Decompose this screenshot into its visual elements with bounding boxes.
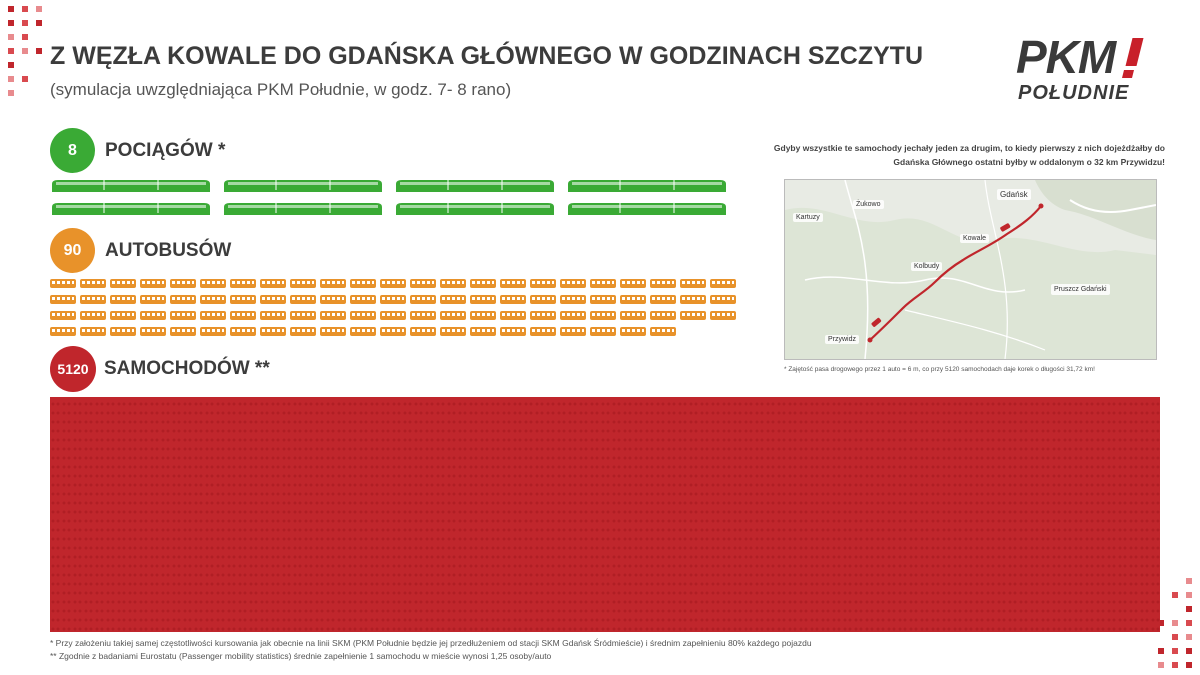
page-title: Z WĘZŁA KOWALE DO GDAŃSKA GŁÓWNEGO W GODZINACH SZCZYTU [50,42,924,70]
bus-icon [350,279,376,288]
cars-count: 5120 [57,361,89,377]
buses-count: 90 [63,242,82,259]
logo-accent-dot [1122,70,1134,78]
bus-icon [140,311,166,320]
bus-icon [200,295,226,304]
decorative-pixel [1172,620,1178,626]
logo-accent [1126,38,1144,66]
bus-icon [260,311,286,320]
bus-icon [80,279,106,288]
bus-icon [80,295,106,304]
bus-icon [680,295,706,304]
bus-icon [80,311,106,320]
bus-icon [710,279,736,288]
bus-icon [260,327,286,336]
train-icon [50,179,212,192]
bus-icon [560,279,586,288]
decorative-pixel [1186,662,1192,668]
bus-icon [260,295,286,304]
bus-icon [500,327,526,336]
decorative-pixel [1172,592,1178,598]
bus-icon [350,311,376,320]
buses-icon-grid [50,279,740,343]
bus-icon [500,279,526,288]
map-label-kowale: Kowale [960,234,989,243]
train-icon [394,202,556,215]
bus-icon [530,295,556,304]
bus-icon [470,327,496,336]
footnote-cars: ** Zgodnie z badaniami Eurostatu (Passenger mobility statistics) średnie zapełnienie 1 samochodu w mieście wynosi 1,25 osoby/auto [50,651,552,661]
bus-icon [320,279,346,288]
decorative-pixel [22,34,28,40]
decorative-pixel [36,48,42,54]
bus-icon [680,279,706,288]
bus-icon [380,295,406,304]
bus-icon [290,311,316,320]
bus-icon [650,327,676,336]
map-caption: Gdyby wszystkie te samochody jechały jeden za drugim, to kiedy pierwszy z nich dojeżdżałby do Gdańska Głównego ostatni byłby w oddalonym o 32 km Przywidzu! [773,143,1165,167]
decorative-pixel [1172,634,1178,640]
bus-icon [110,311,136,320]
decorative-pixel [1186,592,1192,598]
bus-icon [230,311,256,320]
bus-icon [620,327,646,336]
bus-icon [320,327,346,336]
bus-icon [620,279,646,288]
decorative-pixel [22,48,28,54]
train-icon [222,179,384,192]
bus-icon [230,327,256,336]
decorative-pixel [36,6,42,12]
decorative-pixel [8,20,14,26]
bus-icon [230,279,256,288]
bus-icon [80,327,106,336]
bus-icon [650,279,676,288]
bus-icon [470,295,496,304]
decorative-pixel [1172,662,1178,668]
pkm-logo [1016,31,1166,106]
bus-icon [170,295,196,304]
bus-icon [140,295,166,304]
map-footnote: * Zajętość pasa drogowego przez 1 auto = 6 m, co przy 5120 samochodach daje korek o długości 31,72 km! [784,366,1095,373]
bus-icon [590,279,616,288]
decorative-pixel [8,34,14,40]
bus-icon [200,327,226,336]
bus-icon [290,295,316,304]
bus-icon [560,327,586,336]
bus-icon [230,295,256,304]
bus-icon [530,327,556,336]
train-icon [394,179,556,192]
bus-icon [440,295,466,304]
bus-icon [650,295,676,304]
bus-icon [260,279,286,288]
bus-icon [50,295,76,304]
cars-count-badge [50,346,96,392]
bus-icon [140,327,166,336]
bus-icon [200,311,226,320]
bus-icon [320,295,346,304]
decorative-pixel [1158,648,1164,654]
buses-count-badge [50,228,95,273]
bus-icon [710,311,736,320]
bus-icon [620,295,646,304]
bus-icon [470,279,496,288]
map-label-przywidz: Przywidz [825,335,859,344]
bus-icon [290,327,316,336]
bus-icon [440,327,466,336]
map-label-zukowo: Żukowo [853,200,884,209]
decorative-pixel [8,6,14,12]
bus-icon [380,279,406,288]
decorative-pixel [36,20,42,26]
bus-icon [440,311,466,320]
bus-icon [590,295,616,304]
decorative-pixel [22,6,28,12]
map-label-kartuzy: Kartuzy [793,213,823,222]
bus-icon [350,327,376,336]
cars-icon-grid [50,397,1160,632]
decorative-pixel [8,62,14,68]
bus-icon [50,279,76,288]
decorative-pixel [22,76,28,82]
train-icon [566,179,728,192]
train-icon [566,202,728,215]
decorative-pixel [1186,578,1192,584]
bus-icon [380,311,406,320]
footnote-trains: * Przy założeniu takiej samej częstotliwości kursowania jak obecnie na linii SKM (PKM Południe będzie jej przedłużeniem od stacji SKM Gdańsk Śródmieście) i średnim zapełnieniu 80% każdego pojazdu [50,638,812,648]
decorative-pixel [1186,648,1192,654]
cars-label: SAMOCHODÓW ** [104,358,270,379]
trains-count: 8 [68,142,77,159]
decorative-pixel [1186,606,1192,612]
route-map [784,179,1157,360]
decorative-pixel [1158,662,1164,668]
trains-icon-grid [50,179,750,225]
bus-icon [410,295,436,304]
decorative-pixel [8,48,14,54]
bus-icon [710,295,736,304]
bus-icon [650,311,676,320]
decorative-pixel [8,76,14,82]
logo-subtext: POŁUDNIE [1018,82,1130,104]
trains-label: POCIĄGÓW * [105,140,226,161]
bus-icon [170,311,196,320]
decorative-pixel [1172,648,1178,654]
bus-icon [140,279,166,288]
bus-icon [500,295,526,304]
bus-icon [50,311,76,320]
map-label-gdansk: Gdańsk [997,189,1031,200]
logo-text: PKM [1016,31,1116,83]
bus-icon [590,327,616,336]
bus-icon [50,327,76,336]
bus-icon [290,279,316,288]
map-graphic [785,180,1156,359]
bus-icon [350,295,376,304]
bus-icon [110,327,136,336]
bus-icon [470,311,496,320]
map-label-pruszcz: Pruszcz Gdański [1051,284,1110,295]
map-label-kolbudy: Kolbudy [911,262,942,271]
train-icon [50,202,212,215]
buses-label: AUTOBUSÓW [105,240,232,261]
bus-icon [530,279,556,288]
bus-icon [620,311,646,320]
trains-count-badge [50,128,95,173]
bus-icon [410,311,436,320]
bus-icon [680,311,706,320]
bus-icon [380,327,406,336]
bus-icon [560,295,586,304]
train-icon [222,202,384,215]
decorative-pixel [1186,634,1192,640]
bus-icon [320,311,346,320]
bus-icon [200,279,226,288]
bus-icon [110,295,136,304]
bus-icon [530,311,556,320]
bus-icon [440,279,466,288]
bus-icon [170,327,196,336]
page-subtitle: (symulacja uwzględniająca PKM Południe, w godz. 7- 8 rano) [50,80,512,99]
bus-icon [500,311,526,320]
decorative-pixel [22,20,28,26]
bus-icon [410,279,436,288]
bus-icon [410,327,436,336]
bus-icon [590,311,616,320]
decorative-pixel [8,90,14,96]
bus-icon [560,311,586,320]
bus-icon [110,279,136,288]
decorative-pixel [1186,620,1192,626]
bus-icon [170,279,196,288]
